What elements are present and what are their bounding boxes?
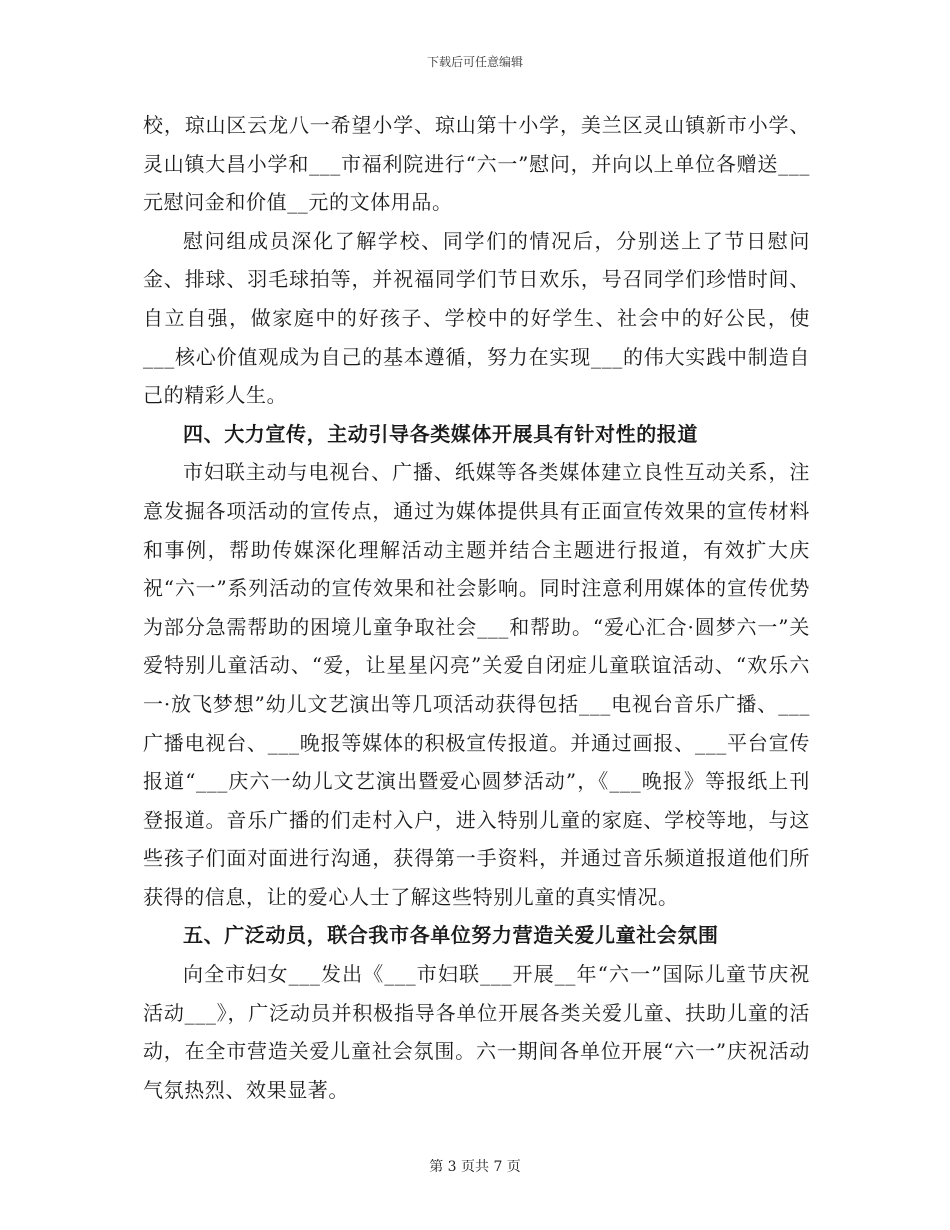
section-heading-5: 五、广泛动员，联合我市各单位努力营造关爱儿童社会氛围	[183, 923, 719, 948]
body-paragraph-3: 市妇联主动与电视台、广播、纸媒等各类媒体建立良性互动关系，注意发掘各项活动的宣传点，通过为媒体提供具有正面宣传效果的宣传材料和事例，帮助传媒深化理解活动主题并结合主题进行报道，有效扩大庆祝“六一”系列活动的宣传效果和社会影响。同时注意利用媒体的宣传优势为部分急需帮助的困境儿童争取社会___和帮助。“爱心汇合·圆梦六一”关爱特别儿童活动、“爱，让星星闪亮”关爱自闭症儿童联谊活动、“欢乐六一·放飞梦想”幼儿文艺演出等几项活动获得包括___电视台音乐广播、___广播电视台、___晚报等媒体的积极宣传报道。并通过画报、___平台宣传报道“___庆六一幼儿文艺演出暨爱心圆梦活动”，《___晚报》等报纸上刊登报道。音乐广播的们走村入户，进入特别儿童的家庭、学校等地，与这些孩子们面对面进行沟通，获得第一手资料，并通过音乐频道报道他们所获得的信息，让的爱心人士了解这些特别儿童的真实情况。	[143, 460, 810, 909]
body-paragraph-2: 慰问组成员深化了解学校、同学们的情况后，分别送上了节日慰问金、排球、羽毛球拍等，并祝福同学们节日欢乐，号召同学们珍惜时间、自立自强，做家庭中的好孩子、学校中的好学生、社会中的好公民，使___核心价值观成为自己的基本遵循，努力在实现___的伟大实践中制造自己的精彩人生。	[143, 228, 810, 408]
section-heading-4: 四、大力宣传，主动引导各类媒体开展具有针对性的报道	[183, 421, 698, 446]
body-paragraph-1: 校，琼山区云龙八一希望小学、琼山第十小学，美兰区灵山镇新市小学、灵山镇大昌小学和___市福利院进行“六一”慰问，并向以上单位各赠送___元慰问金和价值__元的文体用品。	[143, 113, 810, 215]
page-number: 第 3 页共 7 页	[429, 1159, 521, 1175]
body-paragraph-4: 向全市妇女___发出《___市妇联___开展__年“六一”国际儿童节庆祝活动___》，广泛动员并积极指导各单位开展各类关爱儿童、扶助儿童的活动，在全市营造关爱儿童社会氛围。六一期间各单位开展“六一”庆祝活动气氛热烈、效果显著。	[143, 962, 810, 1102]
document-body	[143, 106, 810, 1109]
page-header: 下载后可任意编辑	[426, 55, 523, 69]
